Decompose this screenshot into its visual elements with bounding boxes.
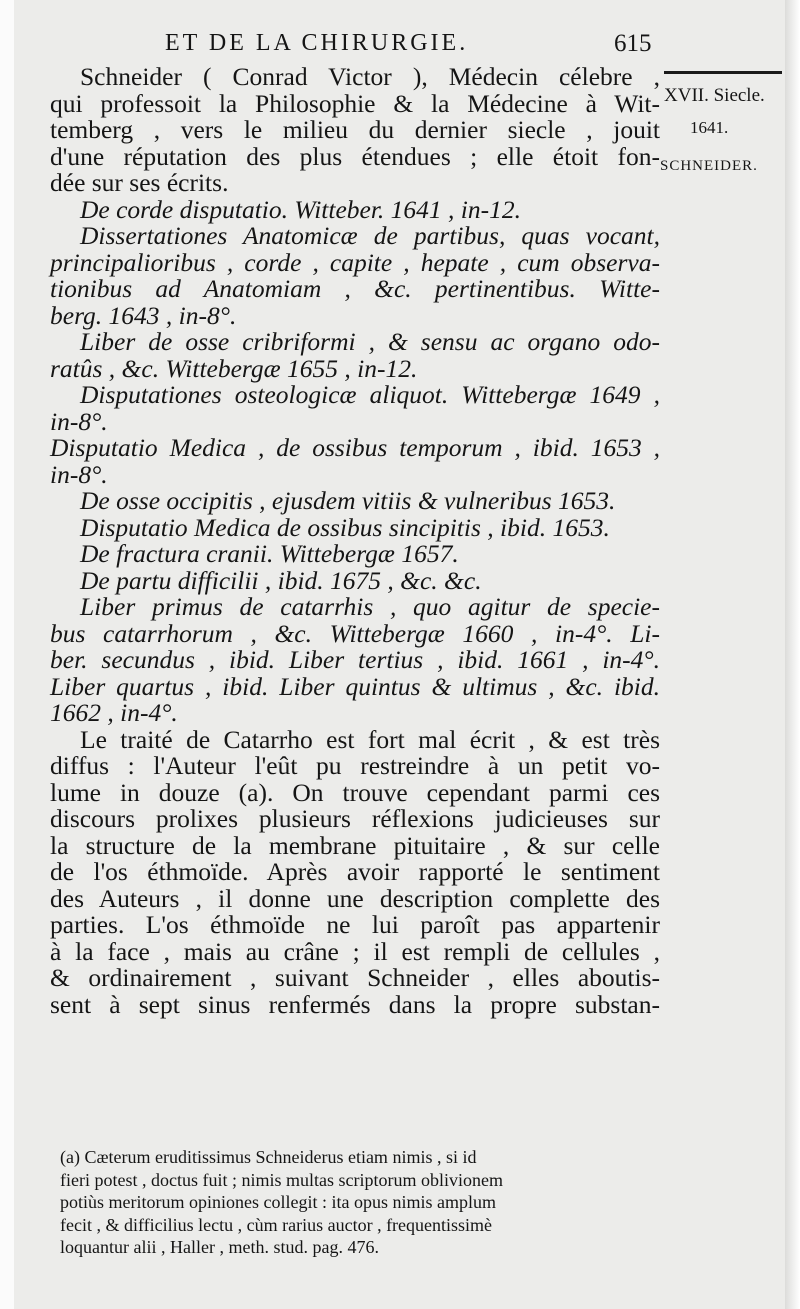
text-line: diffus : l'Auteur l'eût pu restreindre à un petit vo-: [50, 751, 660, 780]
work-entry: De fractura cranii. Wittebergæ 1657.: [80, 539, 459, 568]
text-line: la structure de la membrane pituitaire , & sur celle: [50, 830, 660, 860]
running-title: ET DE LA CHIRURGIE.: [165, 30, 469, 56]
work-entry: 1662 , in-4°.: [50, 698, 178, 727]
footnote-line: (a) Cæterum eruditissimus Schneiderus etiam nimis , si id: [60, 1147, 477, 1167]
text-line: Le traité de Catarrho est fort mal écrit , & est très: [80, 724, 660, 754]
text-line: Schneider ( Conrad Victor ), Médecin célebre ,: [80, 62, 660, 91]
text-line: dée sur ses écrits.: [50, 168, 229, 197]
work-entry: in-8°.: [50, 406, 108, 436]
text-line: & ordinairement , suivant Schneider , elles aboutis-: [50, 963, 660, 992]
footnote-line: fecit , & difficilius lectu , cùm rarius auctor , frequentissimè: [60, 1214, 493, 1235]
work-entry: berg. 1643 , in-8°.: [50, 300, 237, 330]
footnote-line: fieri potest , doctus fuit ; nimis multas scriptorum oblivionem: [60, 1169, 503, 1190]
text-line: parties. L'os éthmoïde ne lui paroît pas appartenir: [50, 910, 660, 939]
work-entry: bus catarrhorum , &c. Wittebergæ 1660 , in-4°. Li-: [50, 618, 660, 648]
work-entry: Dissertationes Anatomicæ de partibus, quas vocant,: [80, 221, 660, 250]
text-line: à la face , mais au crâne ; il est rempli de cellules ,: [50, 936, 660, 966]
text-line: temberg , vers le milieu du dernier siecle , jouit: [50, 115, 660, 144]
work-entry: ratûs , &c. Wittebergæ 1655 , in-12.: [50, 353, 418, 383]
work-entry: Disputationes osteologicæ aliquot. Wittebergæ 1649 ,: [80, 380, 660, 409]
work-entry: Liber primus de catarrhis , quo agitur de specie-: [80, 592, 660, 621]
main-text: [50, 64, 660, 1018]
text-line: discours prolixes plusieurs réflexions judicieuses sur: [50, 804, 660, 833]
work-entry: Liber quartus , ibid. Liber quintus & ultimus , &c. ibid.: [50, 671, 660, 701]
work-entry: De corde disputatio. Witteber. 1641 , in-12.: [80, 194, 522, 224]
text-line: des Auteurs , il donne une description complette des: [50, 883, 660, 913]
page-right-edge: [785, 0, 800, 1309]
margin-year: 1641.: [690, 118, 729, 137]
text-line: lume in douze (a). On trouve cependant parmi ces: [50, 777, 660, 807]
page-left-margin: [0, 0, 14, 1309]
text-line: de l'os éthmoïde. Après avoir rapporté le sentiment: [50, 857, 660, 886]
work-entry: in-8°.: [50, 459, 108, 489]
work-entry: Liber de osse cribriformi , & sensu ac organo odo-: [80, 327, 660, 356]
text-line: qui professoit la Philosophie & la Médecine à Wit-: [50, 88, 660, 118]
work-entry: principalioribus , corde , capite , hepate , cum observa-: [50, 247, 660, 277]
footnote-line: potiùs meritorum opiniones collegit : ita opus nimis amplum: [60, 1192, 496, 1212]
work-entry: tionibus ad Anatomiam , &c. pertinentibus. Witte-: [50, 274, 660, 303]
margin-name: SCHNEIDER.: [660, 158, 758, 174]
page-number: 615: [614, 30, 652, 57]
work-entry: Disputatio Medica de ossibus sincipitis , ibid. 1653.: [80, 512, 610, 542]
text-line: sent à sept sinus renfermés dans la propre substan-: [50, 989, 660, 1019]
text-line: d'une réputation des plus étendues ; elle étoit fon-: [50, 141, 660, 171]
footnote-line: loquantur alii , Haller , meth. stud. pag. 476.: [60, 1237, 379, 1257]
margin-century: XVII. Siecle.: [664, 85, 765, 106]
work-entry: ber. secundus , ibid. Liber tertius , ibid. 1661 , in-4°.: [50, 645, 660, 674]
margin-rule: [664, 71, 782, 74]
work-entry: De osse occipitis , ejusdem vitiis & vulneribus 1653.: [80, 486, 616, 515]
work-entry: De partu difficilii , ibid. 1675 , &c. &c.: [80, 565, 482, 595]
footnote: [60, 1146, 660, 1259]
work-entry: Disputatio Medica , de ossibus temporum , ibid. 1653 ,: [50, 433, 660, 462]
